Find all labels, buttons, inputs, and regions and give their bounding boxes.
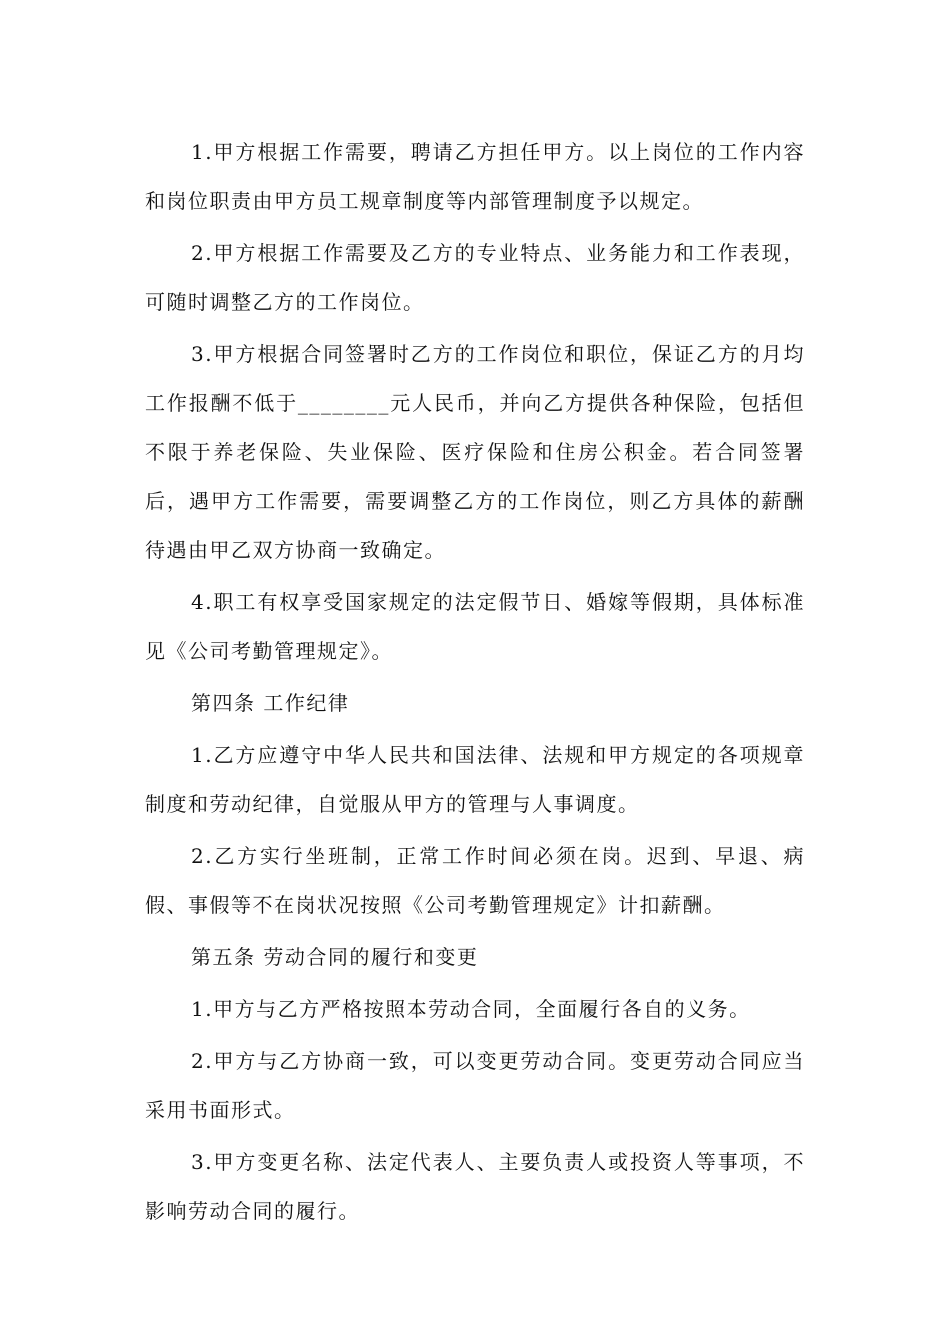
clause-paragraph: 1.甲方与乙方严格按照本劳动合同，全面履行各自的义务。	[191, 997, 751, 1021]
clause-paragraph: 4.职工有权享受国家规定的法定假节日、婚嫁等假期，具体标准见《公司考勤管理规定》。	[145, 590, 805, 663]
section-heading: 第五条 劳动合同的履行和变更	[191, 945, 479, 969]
clause-paragraph: 3.甲方根据合同签署时乙方的工作岗位和职位，保证乙方的月均工作报酬不低于________元人民币，并向乙方提供各种保险，包括但不限于养老保险、失业保险、医疗保险和住房公积金。若合同签署后，遇甲方工作需要，需要调整乙方的工作岗位，则乙方具体的薪酬待遇由甲乙双方协商一致确定。	[145, 342, 805, 562]
clause-paragraph: 2.甲方与乙方协商一致，可以变更劳动合同。变更劳动合同应当采用书面形式。	[145, 1049, 805, 1122]
clause-paragraph: 1.乙方应遵守中华人民共和国法律、法规和甲方规定的各项规章制度和劳动纪律，自觉服从甲方的管理与人事调度。	[145, 743, 805, 816]
clause-paragraph: 1.甲方根据工作需要，聘请乙方担任甲方。以上岗位的工作内容和岗位职责由甲方员工规章制度等内部管理制度予以规定。	[145, 140, 805, 213]
clause-paragraph: 2.乙方实行坐班制，正常工作时间必须在岗。迟到、早退、病假、事假等不在岗状况按照《公司考勤管理规定》计扣薪酬。	[145, 844, 805, 917]
clause-paragraph: 2.甲方根据工作需要及乙方的专业特点、业务能力和工作表现，可随时调整乙方的工作岗位。	[145, 241, 805, 314]
document-body	[145, 128, 805, 1239]
section-heading: 第四条 工作纪律	[191, 691, 350, 715]
clause-paragraph: 3.甲方变更名称、法定代表人、主要负责人或投资人等事项，不影响劳动合同的履行。	[145, 1150, 805, 1223]
